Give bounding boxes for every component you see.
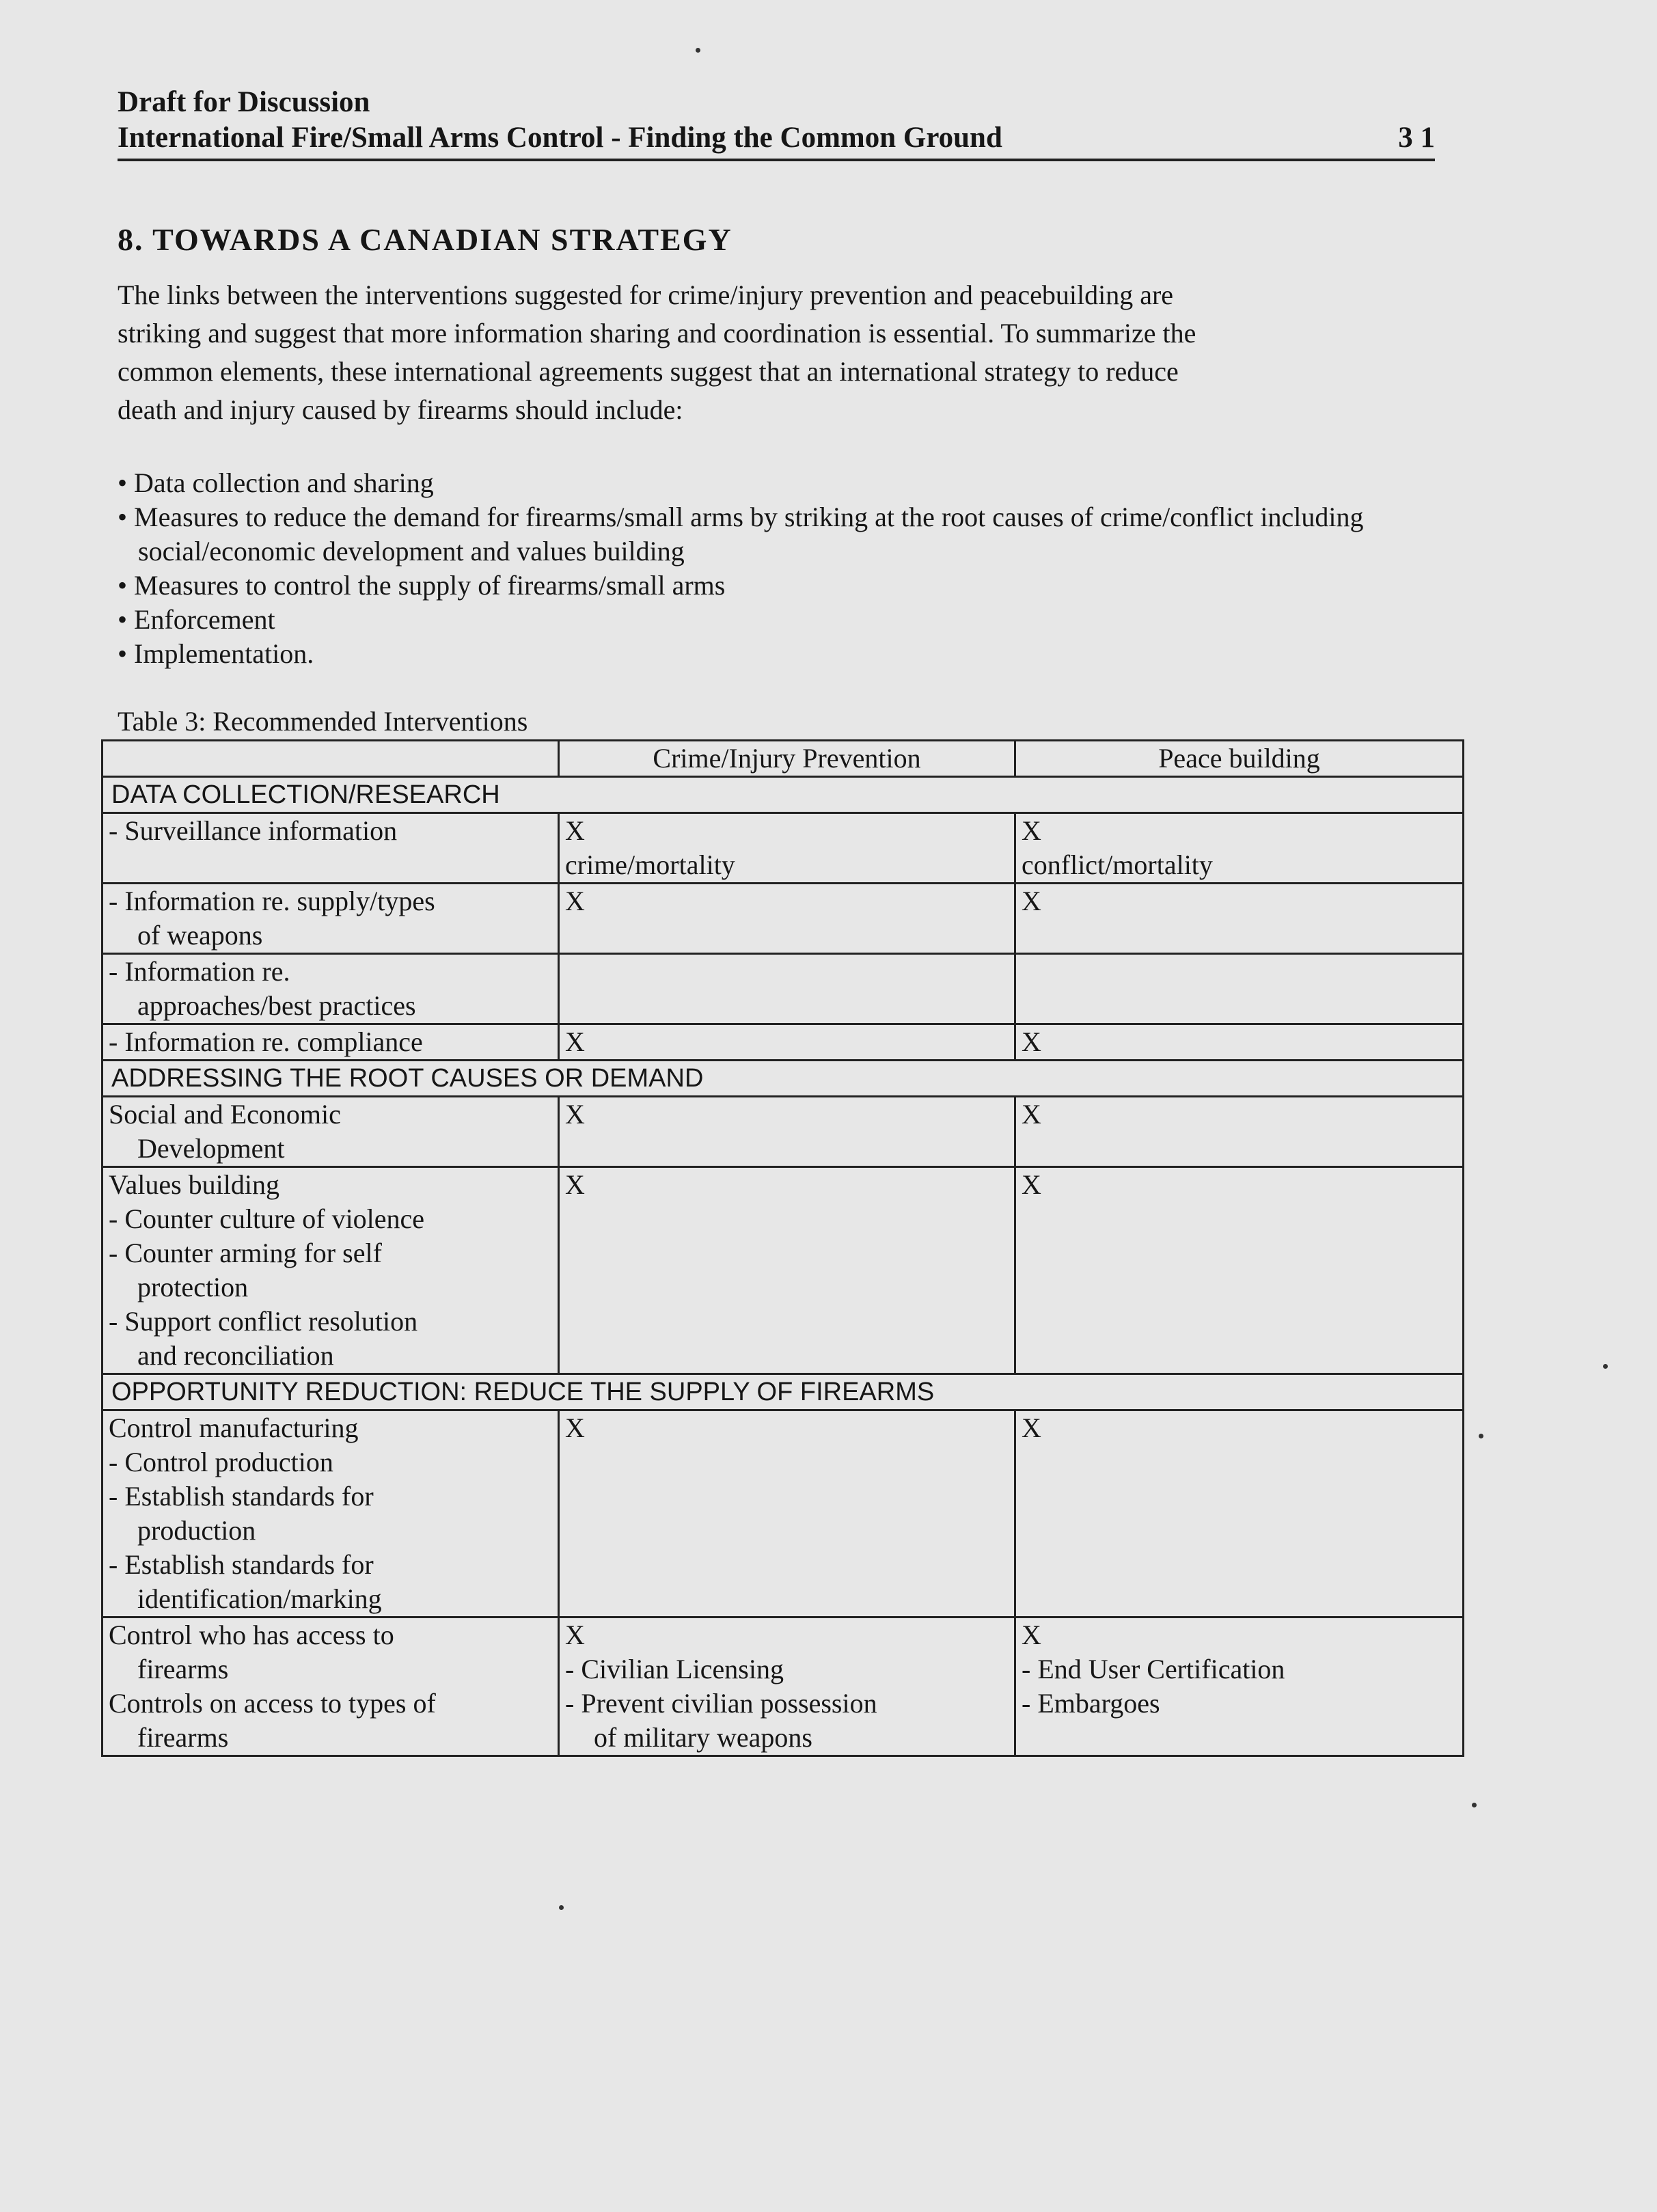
table-row (102, 813, 1464, 884)
peace-cell-line: X (1022, 815, 1041, 846)
page-header (118, 85, 1435, 161)
header-cell-empty (102, 741, 559, 777)
row-label-line: - Counter arming for self (109, 1238, 382, 1268)
bullet-item: • Enforcement (118, 604, 275, 635)
table-caption: Table 3: Recommended Interventions (118, 706, 528, 737)
peace-cell-line: X (1022, 1169, 1041, 1200)
table-row (102, 1097, 1464, 1167)
crime-cell-line: - Civilian Licensing (565, 1654, 784, 1684)
row-label-line: Controls on access to types of (109, 1688, 436, 1719)
table-row (102, 954, 1464, 1024)
bullet-item: • Data collection and sharing (118, 467, 434, 498)
peace-cell (1015, 954, 1464, 1024)
row-label-line: - Support conflict resolution (109, 1306, 418, 1337)
peace-cell (1015, 884, 1464, 954)
peace-cell-line: X (1022, 886, 1041, 916)
row-label-line: - Information re. compliance (109, 1026, 423, 1057)
peace-cell (1015, 1024, 1464, 1061)
header-title-text: International Fire/Small Arms Control - Finding the Common Ground (118, 122, 1002, 154)
header-document-title (118, 120, 1435, 161)
row-label-line: firearms (137, 1722, 229, 1753)
peace-cell-line: - Embargoes (1022, 1688, 1160, 1719)
peace-cell-line: X (1022, 1099, 1041, 1130)
crime-cell (559, 1024, 1015, 1061)
intro-line: striking and suggest that more information sharing and coordination is essential. To summarize the (118, 318, 1196, 349)
row-label (102, 1410, 559, 1617)
row-label-line: - Surveillance information (109, 815, 398, 846)
header-cell-crime-injury: Crime/Injury Prevention (559, 741, 1015, 777)
table-row (102, 1024, 1464, 1061)
crime-cell (559, 954, 1015, 1024)
strategy-bullet-list (118, 466, 1450, 671)
page-number: 3 1 (1398, 122, 1435, 154)
intro-line: death and injury caused by firearms should include: (118, 394, 683, 425)
crime-cell (559, 1410, 1015, 1617)
peace-cell (1015, 813, 1464, 884)
intro-line: common elements, these international agreements suggest that an international strategy to reduce (118, 356, 1179, 387)
row-label-line: production (137, 1515, 256, 1546)
table-row (102, 884, 1464, 954)
scan-speck (696, 48, 700, 53)
row-label (102, 1167, 559, 1374)
peace-cell-line: - End User Certification (1022, 1654, 1285, 1684)
row-label-line: Values building (109, 1169, 279, 1200)
recommended-interventions-table (101, 739, 1464, 1757)
table-body (102, 741, 1464, 1756)
peace-cell (1015, 1410, 1464, 1617)
table-header-row (102, 741, 1464, 777)
crime-cell-line: - Prevent civilian possession (565, 1688, 877, 1719)
table-row (102, 1167, 1464, 1374)
table-section-row (102, 1061, 1464, 1097)
row-label (102, 1617, 559, 1756)
peace-cell (1015, 1097, 1464, 1167)
crime-cell-line: X (565, 1412, 585, 1443)
scan-speck (1472, 1803, 1477, 1807)
section-title-cell: ADDRESSING THE ROOT CAUSES OR DEMAND (102, 1061, 1464, 1097)
row-label-line: - Information re. supply/types (109, 886, 435, 916)
row-label-line: - Establish standards for (109, 1549, 374, 1580)
table-row (102, 1410, 1464, 1617)
peace-cell-line: X (1022, 1412, 1041, 1443)
row-label-line: - Information re. (109, 956, 290, 987)
peace-cell-line: X (1022, 1026, 1041, 1057)
crime-cell-line: X (565, 1026, 585, 1057)
section-title-cell: DATA COLLECTION/RESEARCH (102, 777, 1464, 813)
bullet-item: • Implementation. (118, 638, 314, 669)
crime-cell-line: X (565, 1620, 585, 1650)
crime-cell (559, 1097, 1015, 1167)
crime-cell-line: X (565, 1169, 585, 1200)
row-label (102, 884, 559, 954)
crime-cell-line: X (565, 815, 585, 846)
peace-cell-line: conflict/mortality (1022, 849, 1213, 880)
row-label (102, 813, 559, 884)
peace-cell (1015, 1167, 1464, 1374)
row-label-line: Control manufacturing (109, 1412, 359, 1443)
section-heading: 8. TOWARDS A CANADIAN STRATEGY (118, 222, 732, 257)
table-section-row (102, 777, 1464, 813)
row-label-line: and reconciliation (137, 1340, 334, 1371)
row-label-line: - Counter culture of violence (109, 1203, 425, 1234)
intro-line: The links between the interventions suggested for crime/injury prevention and peacebuilding are (118, 279, 1174, 310)
row-label-line: of weapons (137, 920, 263, 951)
row-label-line: - Establish standards for (109, 1481, 374, 1512)
row-label-line: Development (137, 1133, 285, 1164)
bullet-item: • Measures to control the supply of firearms/small arms (118, 570, 726, 601)
crime-cell-line: of military weapons (594, 1722, 812, 1753)
crime-cell-line: X (565, 886, 585, 916)
scan-speck (559, 1905, 564, 1910)
row-label (102, 1097, 559, 1167)
row-label (102, 954, 559, 1024)
bullet-item: • Measures to reduce the demand for firearms/small arms by striking at the root causes of crime/conflict including social/economic development and values building (118, 502, 1364, 566)
row-label-line: Social and Economic (109, 1099, 341, 1130)
peace-cell (1015, 1617, 1464, 1756)
row-label-line: - Control production (109, 1447, 333, 1477)
table-section-row (102, 1374, 1464, 1410)
crime-cell (559, 1167, 1015, 1374)
crime-cell-line: crime/mortality (565, 849, 735, 880)
peace-cell-line: X (1022, 1620, 1041, 1650)
row-label-line: identification/marking (137, 1583, 382, 1614)
row-label-line: firearms (137, 1654, 229, 1684)
row-label-line: approaches/best practices (137, 990, 416, 1021)
row-label-line: protection (137, 1272, 249, 1302)
scan-speck (1603, 1364, 1608, 1369)
scan-speck (1479, 1434, 1483, 1438)
row-label (102, 1024, 559, 1061)
header-cell-peace-building: Peace building (1015, 741, 1464, 777)
crime-cell (559, 1617, 1015, 1756)
intro-paragraph (118, 276, 1450, 429)
section-title-cell: OPPORTUNITY REDUCTION: REDUCE THE SUPPLY OF FIREARMS (102, 1374, 1464, 1410)
row-label-line: Control who has access to (109, 1620, 394, 1650)
crime-cell-line: X (565, 1099, 585, 1130)
crime-cell (559, 813, 1015, 884)
crime-cell (559, 884, 1015, 954)
table-row (102, 1617, 1464, 1756)
header-draft-label: Draft for Discussion (118, 86, 370, 118)
